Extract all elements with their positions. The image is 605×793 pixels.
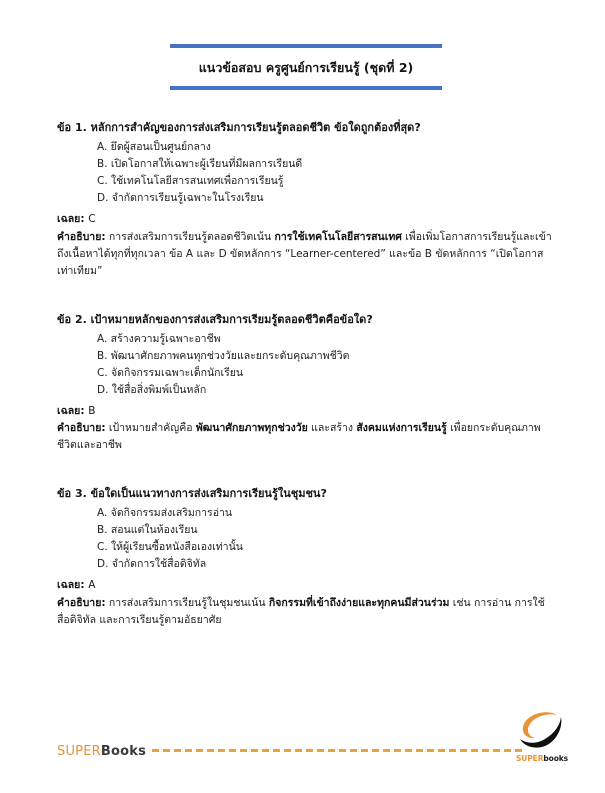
questions-container [57, 120, 557, 647]
page-title: แนวข้อสอบ ครูศูนย์การเรียนรู้ (ชุดที่ 2) [198, 60, 414, 75]
document-header [170, 44, 442, 90]
choice-item[interactable]: A. ยึดผู้สอนเป็นศูนย์กลาง [97, 140, 211, 153]
answer-line [57, 578, 557, 594]
explanation-body: การส่งเสริมการเรียนรู้ตลอดชีวิตเน้น การใช้เทคโนโลยีสารสนเทศ เพื่อเพิ่มโอกาสการเรียนรู้และเข้าถึงเนื้อหาได้ทุกที่ทุกเวลา ข้อ A และ D ขัดหลักการ “Learner-centered” และข้อ B ขัดหลักการ “เปิดโอกาสเท่าเทียม” [57, 230, 552, 277]
explanation-body: เป้าหมายสำคัญคือ พัฒนาศักยภาพทุกช่วงวัย และสร้าง สังคมแห่งการเรียนรู้ เพื่อยกระดับคุณภาพชีวิตและอาชีพ [57, 422, 541, 452]
question-block [57, 312, 557, 455]
answer-value: B [88, 404, 96, 417]
choice-list [57, 331, 557, 399]
logo-wordmark [511, 754, 573, 763]
footer-brand-super: SUPER [57, 744, 101, 759]
explanation-text [57, 595, 557, 629]
choice-item[interactable]: B. พัฒนาศักยภาพคนทุกช่วงวัยและยกระดับคุณภาพชีวิต [97, 349, 350, 362]
explanation-label: คำอธิบาย: [57, 422, 106, 435]
footer-dashed-rule [152, 749, 522, 752]
choice-item[interactable]: C. จัดกิจกรรมเฉพาะเด็กนักเรียน [97, 366, 244, 379]
page-footer [0, 698, 605, 793]
answer-value: A [88, 579, 96, 592]
logo-wordmark-super: SUPER [515, 754, 544, 763]
header-rule-bottom [170, 86, 442, 90]
footer-brand-books: Books [100, 744, 147, 759]
swoosh-logo-icon [517, 711, 565, 751]
choice-list [57, 139, 557, 207]
spacer [57, 298, 557, 312]
explanation-text [57, 229, 557, 280]
logo-wordmark-books: books [543, 754, 569, 763]
answer-line [57, 212, 557, 228]
explanation-label: คำอธิบาย: [57, 597, 106, 610]
spacer [57, 472, 557, 486]
answer-label: เฉลย: [57, 579, 85, 592]
choice-item[interactable]: C. ให้ผู้เรียนซื้อหนังสือเองเท่านั้น [97, 541, 243, 554]
answer-value: C [88, 212, 96, 225]
choice-item[interactable]: B. สอนแต่ในห้องเรียน [97, 524, 198, 537]
choice-item[interactable]: B. เปิดโอกาสให้เฉพาะผู้เรียนที่มีผลการเรียนดี [97, 157, 303, 170]
footer-brand [57, 744, 146, 759]
choice-item[interactable]: D. จำกัดการเรียนรู้เฉพาะในโรงเรียน [97, 191, 264, 204]
question-block [57, 120, 557, 280]
choice-item[interactable]: A. สร้างความรู้เฉพาะอาชีพ [97, 332, 221, 345]
question-stem: ข้อ 3. ข้อใดเป็นแนวทางการส่งเสริมการเรียนรู้ในชุมชน? [57, 487, 327, 501]
choice-item[interactable]: D. จำกัดการใช้สื่อดิจิทัล [97, 558, 207, 571]
choice-item[interactable]: C. ใช้เทคโนโลยีสารสนเทศเพื่อการเรียนรู้ [97, 174, 284, 187]
answer-line [57, 404, 557, 420]
answer-label: เฉลย: [57, 404, 85, 417]
explanation-label: คำอธิบาย: [57, 230, 106, 243]
explanation-text [57, 420, 557, 454]
answer-label: เฉลย: [57, 212, 85, 225]
question-stem: ข้อ 2. เป้าหมายหลักของการส่งเสริมการเรียมรู้ตลอดชีวิตคือข้อใด? [57, 312, 373, 326]
question-block [57, 486, 557, 629]
choice-item[interactable]: A. จัดกิจกรรมส่งเสริมการอ่าน [97, 507, 233, 520]
explanation-body: การส่งเสริมการเรียนรู้ในชุมชนเน้น กิจกรรมที่เข้าถึงง่ายและทุกคนมีส่วนร่วม เช่น การอ่าน การใช้สื่อดิจิทัล และการเรียนรู้ตามอัธยาศัย [57, 597, 545, 627]
choice-list [57, 505, 557, 573]
choice-item[interactable]: D. ใช้สื่อสิ่งพิมพ์เป็นหลัก [97, 383, 207, 396]
superbooks-logo [511, 711, 573, 763]
question-stem: ข้อ 1. หลักการสำคัญของการส่งเสริมการเรียนรู้ตลอดชีวิต ข้อใดถูกต้องที่สุด? [57, 121, 421, 134]
